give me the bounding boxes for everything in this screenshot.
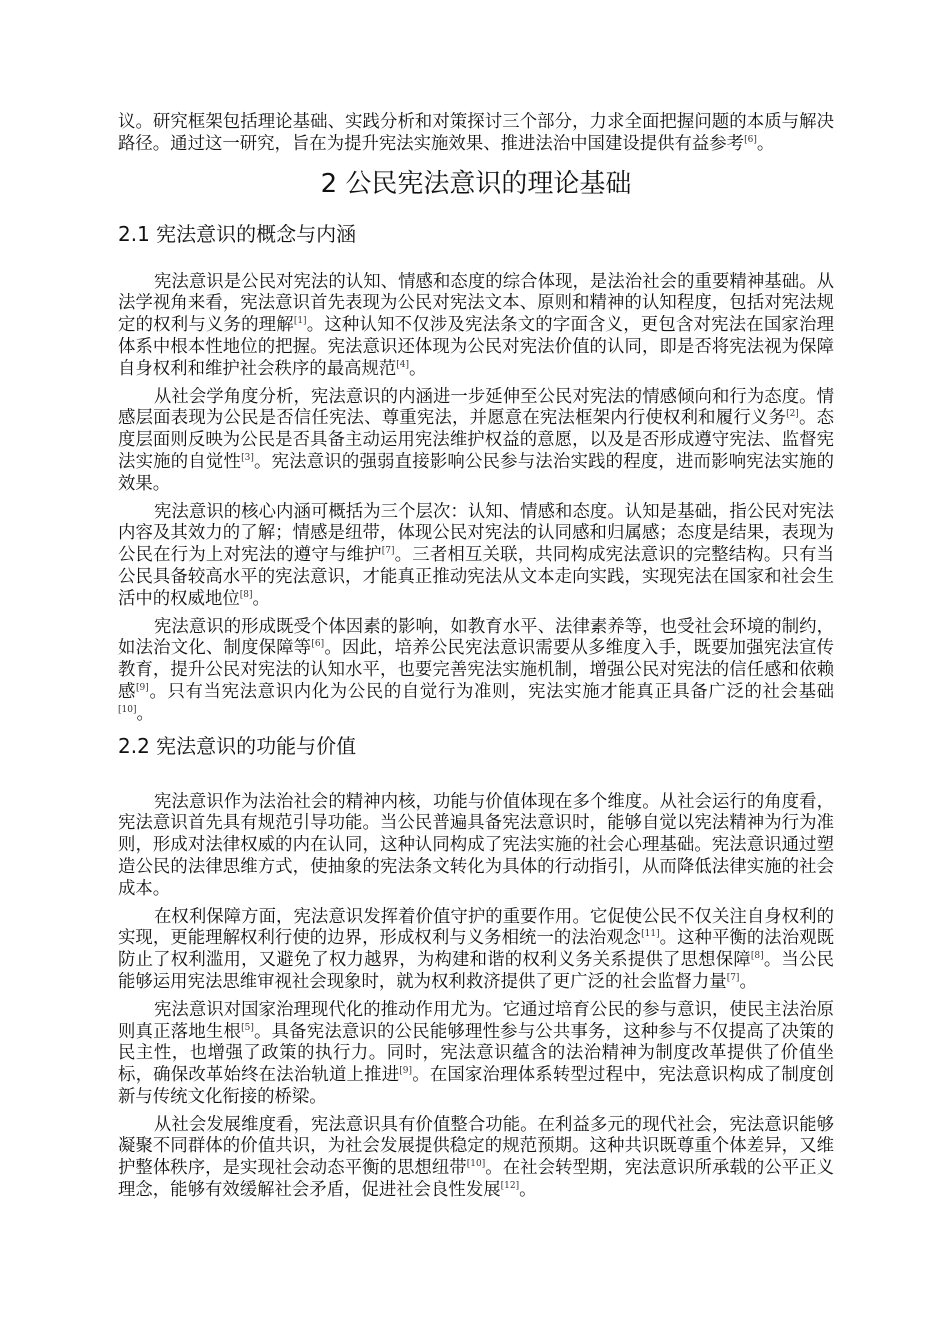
text-run: 。在社会转型期，宪法意识所承载的公平正义理念，能够有效缓解社会矛盾，促进社会良性发展 xyxy=(118,1158,834,1201)
text-run: 。 xyxy=(252,588,270,609)
intro-paragraph xyxy=(118,112,834,156)
citation: [11] xyxy=(641,929,660,940)
citation: [6] xyxy=(311,639,325,650)
citation: [9] xyxy=(399,1066,413,1077)
citation: [10] xyxy=(118,704,137,715)
text-run: 。 xyxy=(519,1180,537,1201)
citation: [1] xyxy=(293,316,307,327)
citation: [9] xyxy=(136,682,149,693)
section-title-2-2: 2.2 宪法意识的功能与价值 xyxy=(118,733,357,758)
citation: [2] xyxy=(786,409,799,420)
text-run: 。具备宪法意识的公民能够理性参与公共事务，这种参与不仅提高了决策的民主性，也增强了政策的执行力。同时，宪法意识蕴含的法治精神为制度改革提供了价值坐标，确保改革始终在法治轨道上推进 xyxy=(118,1021,834,1086)
text-run: 。态度层面则反映为公民是否具备主动运用宪法维护权益的意愿，以及是否形成遵守宪法、监督宪法实施的自觉性 xyxy=(118,408,834,472)
text-run: 。 xyxy=(739,971,757,992)
text-run: 。只有当宪法意识内化为公民的自觉行为准则，宪法实施才能真正具备广泛的社会基础 xyxy=(148,681,834,702)
section2-paragraph-2 xyxy=(118,907,834,994)
text-run: 宪法意识对国家治理现代化的推动作用尤为。它通过培育公民的参与意识，使民主法治原则真正落地生根 xyxy=(118,999,834,1042)
section2-paragraph-3 xyxy=(118,1000,834,1109)
document-page xyxy=(118,112,834,1208)
text-run: 。三者相互关联，共同构成宪法意识的完整结构。只有当公民具备较高水平的宪法意识，才能真正推动宪法从文本走向实践，实现宪法在国家和社会生活中的权威地位 xyxy=(118,545,834,609)
text-run: 在权利保障方面，宪法意识发挥着价值守护的重要作用。它促使公民不仅关注自身权利的实现，更能理解权利行使的边界，形成权利与义务相统一的法治观念 xyxy=(118,906,834,949)
section1-paragraph-4 xyxy=(118,617,834,726)
section1-paragraph-3 xyxy=(118,502,834,611)
citation: [6] xyxy=(744,134,757,145)
text-run: 。这种认知不仅涉及宪法条文的字面含义，更包含对宪法在国家治理体系中根本性地位的把握。宪法意识还体现为公民对宪法价值的认同，即是否将宪法视为保障自身权利和维护社会秩序的最高规范 xyxy=(118,315,834,379)
citation: [5] xyxy=(241,1022,254,1033)
text-run: 。在国家治理体系转型过程中，宪法意识构成了制度创新与传统文化衔接的桥梁。 xyxy=(118,1065,834,1107)
text-run: 从社会发展维度看，宪法意识具有价值整合功能。在利益多元的现代社会，宪法意识能够凝聚不同群体的价值共识，为社会发展提供稳定的规范预期。这种共识既尊重个体差异，又维护整体秩序，是实现社会动态平衡的思想纽带 xyxy=(118,1114,834,1179)
citation: [12] xyxy=(500,1181,520,1192)
text-run: 宪法意识的形成既受个体因素的影响，如教育水平、法律素养等，也受社会环境的制约，如法治文化、制度保障等 xyxy=(118,616,834,659)
section1-paragraph-1 xyxy=(118,272,834,381)
text-run: 。 xyxy=(136,703,154,724)
intro-text: 议。研究框架包括理论基础、实践分析和对策探讨三个部分，力求全面把握问题的本质与解决路径。通过这一研究，旨在为提升宪法实施效果、推进法治中国建设提供有益参考 xyxy=(118,112,834,154)
citation: [10] xyxy=(466,1159,486,1170)
citation: [3] xyxy=(241,452,254,463)
section-title-2-1: 2.1 宪法意识的概念与内涵 xyxy=(118,221,357,246)
text-run: 宪法意识是公民对宪法的认知、情感和态度的综合体现，是法治社会的重要精神基础。从法学视角来看，宪法意识首先表现为公民对宪法文本、原则和精神的认知程度，包括对宪法规定的权利与义务的理解 xyxy=(118,271,834,336)
text-run: 。 xyxy=(409,358,427,379)
citation: [8] xyxy=(239,589,253,600)
section2-paragraph-4 xyxy=(118,1115,834,1202)
citation: [7] xyxy=(381,546,395,557)
section2-paragraph-1 xyxy=(118,792,834,901)
text-run: 。这种平衡的法治观既防止了权利滥用，又避免了权力越界，为构建和谐的权利义务关系提供了思想保障 xyxy=(118,928,834,971)
section1-paragraph-2 xyxy=(118,387,834,496)
citation: [8] xyxy=(750,951,764,962)
text-run: 宪法意识的核心内涵可概括为三个层次：认知、情感和态度。认知是基础，指公民对宪法内容及其效力的了解；情感是纽带，体现公民对宪法的认同感和归属感；态度是结果，表现为公民在行为上对宪法的遵守与维护 xyxy=(118,501,834,566)
text-run: 宪法意识作为法治社会的精神内核，功能与价值体现在多个维度。从社会运行的角度看，宪法意识首先具有规范引导功能。当公民普遍具备宪法意识时，能够自觉以宪法精神为行为准则，形成对法律权威的内在认同，这种认同构成了宪法实施的社会心理基础。宪法意识通过塑造公民的法律思维方式，使抽象的宪法条文转化为具体的行动指引，从而降低法律实施的社会成本。 xyxy=(118,791,834,899)
text-run: 。当公民能够运用宪法思维审视社会现象时，就为权利救济提供了更广泛的社会监督力量 xyxy=(118,950,834,992)
intro-end: 。 xyxy=(756,133,775,154)
text-run: 。因此，培养公民宪法意识需要从多维度入手，既要加强宪法宣传教育，提升公民对宪法的认知水平，也要完善宪法实施机制，增强公民对宪法的信任感和依赖感 xyxy=(118,638,834,702)
text-run: 从社会学角度分析，宪法意识的内涵进一步延伸至公民对宪法的情感倾向和行为态度。情感层面表现为公民是否信任宪法、尊重宪法，并愿意在宪法框架内行使权利和履行义务 xyxy=(118,386,834,429)
chapter-title: 2 公民宪法意识的理论基础 xyxy=(320,168,632,199)
citation: [7] xyxy=(726,972,740,983)
citation: [4] xyxy=(396,359,410,370)
text-run: 。宪法意识的强弱直接影响公民参与法治实践的程度，进而影响宪法实施的效果。 xyxy=(118,451,834,494)
